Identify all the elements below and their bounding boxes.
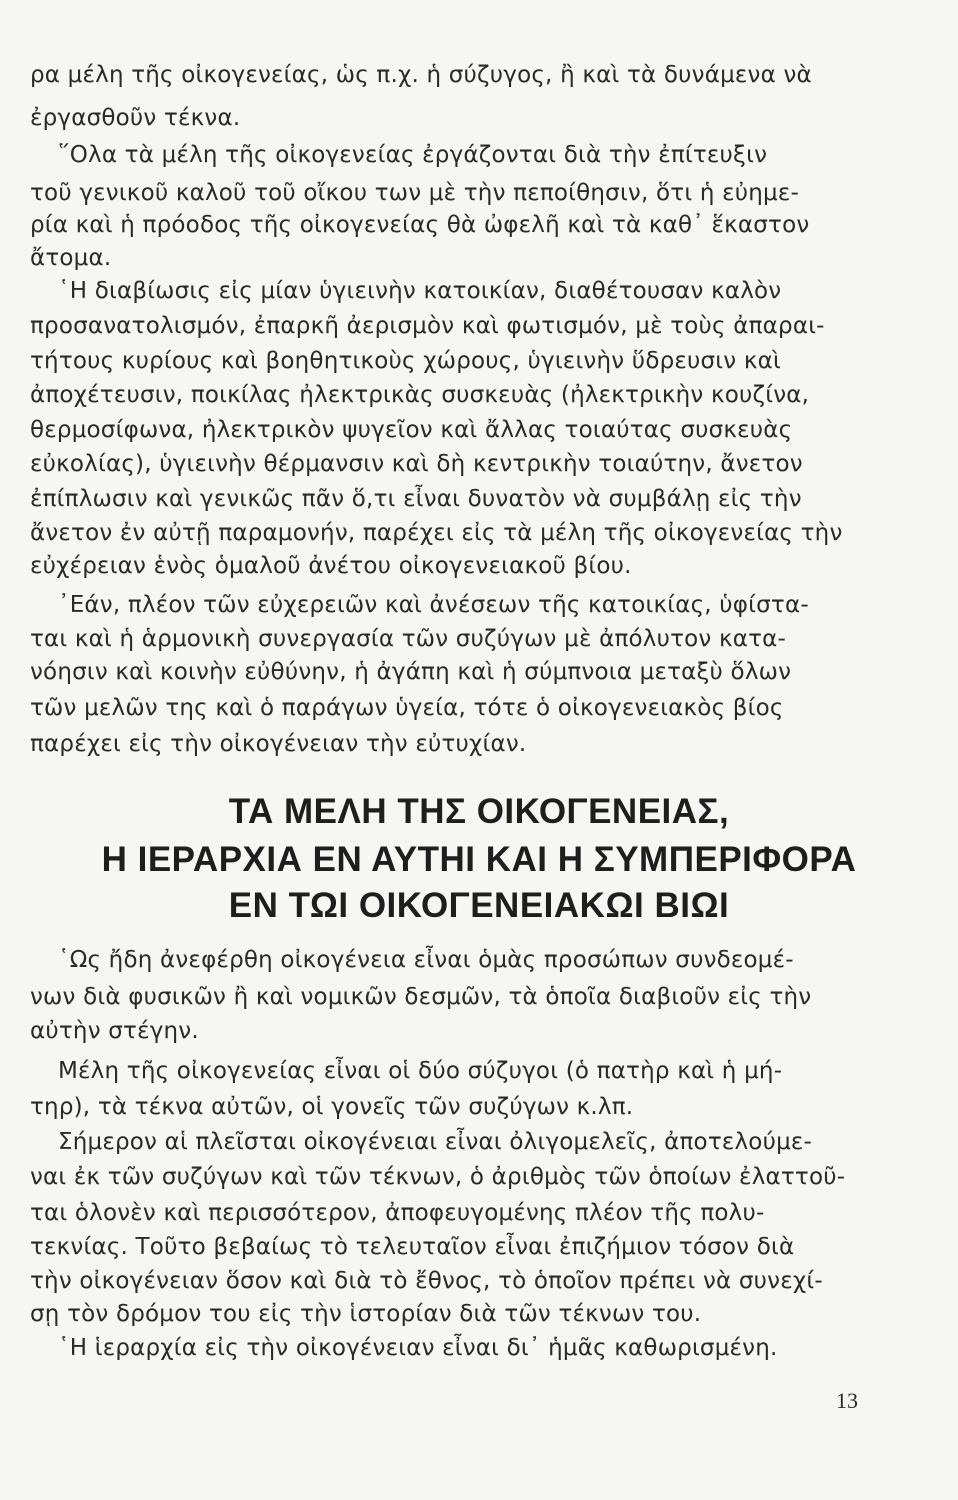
text-line: παρέχει εἰς τὴν οἰκογένειαν τὴν εὐτυχίαν. [30, 731, 527, 757]
text-line: τηρ), τὰ τέκνα αὐτῶν, οἱ γονεῖς τῶν συζύγων κ.λπ. [30, 1094, 634, 1120]
text-line: Σήμερον αἱ πλεῖσται οἰκογένειαι εἶναι ὀλιγομελεῖς, ἀποτελούμε- [58, 1129, 813, 1155]
text-line: ἄτομα. [30, 245, 112, 271]
text-line: Μέλη τῆς οἰκογενείας εἶναι οἱ δύο σύζυγοι (ὁ πατὴρ καὶ ἡ μή- [58, 1058, 783, 1084]
text-line: ἀποχέτευσιν, ποικίλας ἠλεκτρικὰς συσκευὰς (ἠλεκτρικὴν κουζίνα, [30, 382, 810, 408]
text-line: ναι ἐκ τῶν συζύγων καὶ τῶν τέκνων, ὁ ἀριθμὸς τῶν ὁποίων ἐλαττοῦ- [30, 1164, 846, 1190]
text-line: ῾Η διαβίωσις εἰς μίαν ὑγιεινὴν κατοικίαν, διαθέτουσαν καλὸν [58, 278, 782, 304]
text-line: ρα μέλη τῆς οἰκογενείας, ὡς π.χ. ἡ σύζυγος, ἢ καὶ τὰ δυνάμενα νὰ [30, 62, 812, 88]
text-line: ᾿Εάν, πλέον τῶν εὐχερειῶν καὶ ἀνέσεων τῆς κατοικίας, ὑφίστα- [58, 592, 809, 618]
text-line: τεκνίας. Τοῦτο βεβαίως τὸ τελευταῖον εἶναι ἐπιζήμιον τόσον διὰ [30, 1234, 795, 1260]
text-line: εὐχέρειαν ἑνὸς ὁμαλοῦ ἀνέτου οἰκογενειακοῦ βίου. [30, 553, 632, 579]
text-line: σῃ τὸν δρόμον του εἰς τὴν ἱστορίαν διὰ τῶν τέκνων του. [30, 1301, 702, 1327]
text-line: ἐργασθοῦν τέκνα. [30, 105, 241, 131]
section-heading-line: ΕΝ ΤΩΙ ΟΙΚΟΓΕΝΕΙΑΚΩΙ ΒΙΩΙ [228, 886, 730, 925]
text-line: ται καὶ ἡ ἁρμονικὴ συνεργασία τῶν συζύγων μὲ ἀπόλυτον κατα- [30, 626, 786, 652]
text-line: ρία καὶ ἡ πρόοδος τῆς οἰκογενείας θὰ ὠφελῆ καὶ τὰ καθ᾿ ἕκαστον [30, 212, 810, 238]
text-line: ἐπίπλωσιν καὶ γενικῶς πᾶν ὅ,τι εἶναι δυνατὸν νὰ συμβάλῃ εἰς τὴν [30, 486, 802, 512]
text-line: τήτους κυρίους καὶ βοηθητικοὺς χώρους, ὑγιεινὴν ὕδρευσιν καὶ [30, 348, 781, 374]
section-heading-line: ΤΑ ΜΕΛΗ ΤΗΣ ΟΙΚΟΓΕΝΕΙΑΣ, [228, 792, 730, 831]
text-line: νόησιν καὶ κοινὴν εὐθύνην, ἡ ἀγάπη καὶ ἡ σύμπνοια μεταξὺ ὅλων [30, 659, 792, 685]
text-line: ῾Η ἱεραρχία εἰς τὴν οἰκογένειαν εἶναι δι᾿ ἡμᾶς καθωρισμένη. [58, 1335, 778, 1361]
text-line: τῶν μελῶν της καὶ ὁ παράγων ὑγεία, τότε ὁ οἰκογενειακὸς βίος [30, 695, 784, 721]
page-number: 13 [836, 1388, 858, 1413]
text-line: νων διὰ φυσικῶν ἢ καὶ νομικῶν δεσμῶν, τὰ ὁποῖα διαβιοῦν εἰς τὴν [30, 984, 812, 1010]
text-line: ται ὁλονὲν καὶ περισσότερον, ἀποφευγομένης πλέον τῆς πολυ- [30, 1200, 765, 1226]
text-line: ῞Ολα τὰ μέλη τῆς οἰκογενείας ἐργάζονται διὰ τὴν ἐπίτευξιν [58, 142, 768, 168]
section-heading-line: Η ΙΕΡΑΡΧΙΑ ΕΝ ΑΥΤΗΙ ΚΑΙ Η ΣΥΜΠΕΡΙΦΟΡΑ [101, 840, 857, 879]
text-line: ἄνετον ἐν αὐτῇ παραμονήν, παρέχει εἰς τὰ μέλη τῆς οἰκογενείας τὴν [30, 520, 843, 546]
text-line: ῾Ως ἤδη ἀνεφέρθη οἰκογένεια εἶναι ὁμὰς προσώπων συνδεομέ- [58, 947, 794, 973]
text-line: τοῦ γενικοῦ καλοῦ τοῦ οἴκου των μὲ τὴν πεποίθησιν, ὅτι ἡ εὐημε- [30, 180, 799, 206]
text-line: εὐκολίας), ὑγιεινὴν θέρμανσιν καὶ δὴ κεντρικὴν τοιαύτην, ἄνετον [30, 451, 803, 477]
text-line: θερμοσίφωνα, ἠλεκτρικὸν ψυγεῖον καὶ ἄλλας τοιαύτας συσκευὰς [30, 417, 793, 443]
text-line: τὴν οἰκογένειαν ὅσον καὶ διὰ τὸ ἔθνος, τὸ ὁποῖον πρέπει νὰ συνεχί- [30, 1268, 823, 1294]
text-line: προσανατολισμόν, ἐπαρκῆ ἀερισμὸν καὶ φωτισμόν, μὲ τοὺς ἀπαραι- [30, 313, 825, 339]
text-line: αὐτὴν στέγην. [30, 1018, 199, 1044]
